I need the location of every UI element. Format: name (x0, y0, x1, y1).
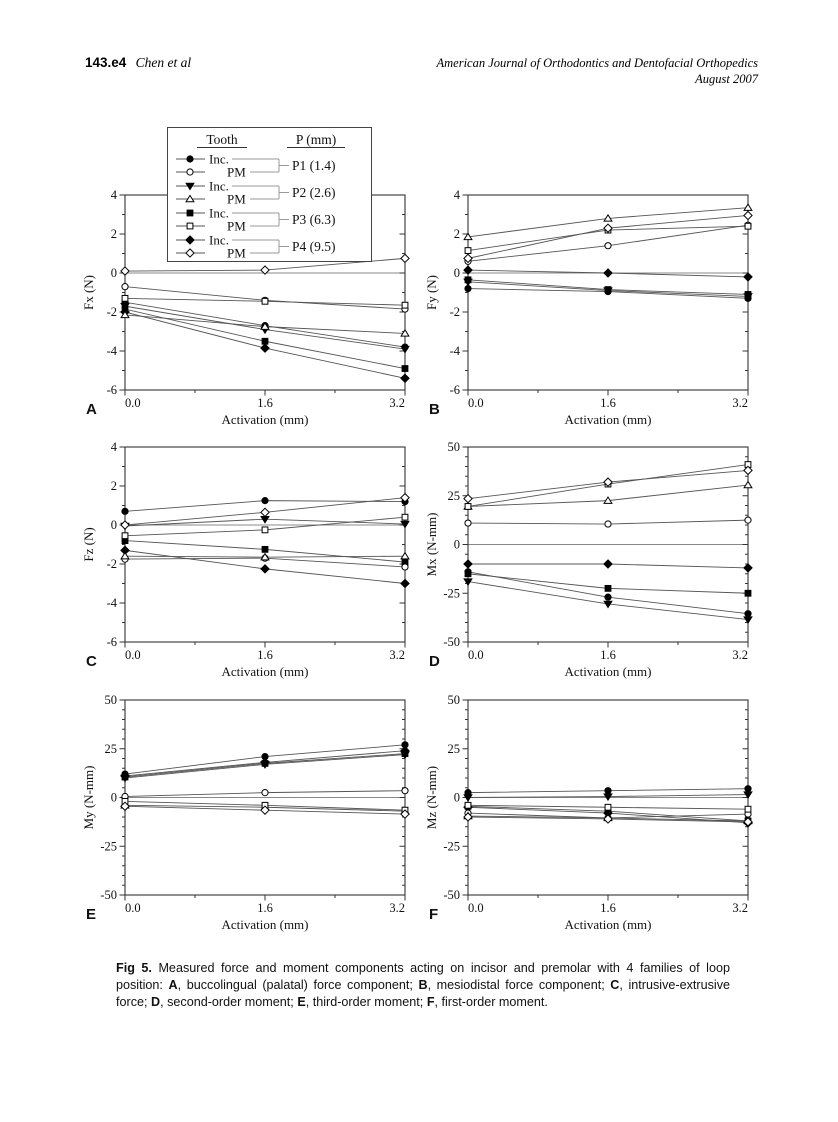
svg-text:25: 25 (447, 488, 460, 503)
svg-text:0.0: 0.0 (125, 396, 141, 410)
svg-text:1.6: 1.6 (257, 396, 273, 410)
caption-text-segment: , mesiodistal force component; (427, 977, 611, 992)
svg-text:0: 0 (453, 266, 460, 280)
svg-text:Activation (mm): Activation (mm) (221, 412, 309, 427)
svg-text:3.2: 3.2 (389, 396, 405, 410)
svg-text:C: C (86, 653, 97, 670)
svg-text:3.2: 3.2 (732, 901, 748, 915)
svg-text:-4: -4 (449, 344, 460, 358)
svg-text:Fy (N): Fy (N) (424, 274, 439, 311)
svg-text:PM: PM (227, 191, 246, 207)
svg-text:Activation (mm): Activation (mm) (221, 917, 309, 932)
svg-text:Fx (N): Fx (N) (81, 274, 96, 311)
svg-text:0: 0 (110, 790, 117, 805)
svg-text:F: F (429, 906, 439, 923)
series-incisor-p4 (464, 560, 752, 572)
svg-text:P (mm): P (mm) (295, 132, 337, 147)
chart-svg-b (421, 185, 766, 440)
page-authors: Chen et al (135, 55, 192, 70)
figure-caption (116, 960, 730, 1011)
svg-text:4: 4 (110, 440, 117, 454)
svg-text:0: 0 (110, 518, 117, 532)
svg-text:PM: PM (227, 245, 246, 260)
svg-text:A: A (86, 401, 97, 418)
svg-text:E: E (86, 906, 97, 923)
svg-text:3.2: 3.2 (389, 648, 405, 662)
svg-text:2: 2 (110, 227, 117, 241)
svg-text:0.0: 0.0 (125, 648, 141, 662)
svg-text:0: 0 (110, 266, 117, 280)
issue-date: August 2007 (695, 72, 758, 86)
svg-text:Mx (N-mm): Mx (N-mm) (424, 512, 439, 577)
svg-text:4: 4 (453, 188, 460, 202)
svg-text:3.2: 3.2 (389, 901, 405, 915)
svg-text:0.0: 0.0 (468, 396, 484, 410)
svg-text:50: 50 (447, 440, 460, 454)
chart-panel-c (78, 437, 423, 692)
svg-text:-25: -25 (443, 586, 460, 601)
svg-text:-25: -25 (443, 839, 460, 854)
svg-text:1.6: 1.6 (600, 396, 616, 410)
series-premolar-p1 (122, 284, 408, 313)
svg-text:1.6: 1.6 (257, 648, 273, 662)
chart-panel-d (421, 437, 766, 692)
caption-bold-segment: B (418, 977, 428, 992)
chart-panel-f (421, 690, 766, 945)
legend-group-p1 (176, 152, 336, 180)
svg-text:1.6: 1.6 (600, 901, 616, 915)
legend-group-p3 (176, 206, 336, 234)
svg-text:3.2: 3.2 (732, 396, 748, 410)
svg-text:-2: -2 (106, 557, 117, 571)
caption-bold-segment: F (426, 994, 435, 1009)
svg-text:2: 2 (453, 227, 460, 241)
svg-text:-2: -2 (106, 305, 117, 319)
series-incisor-p3 (465, 571, 751, 596)
svg-text:Mz (N-mm): Mz (N-mm) (424, 765, 439, 830)
caption-text-segment: , third-order moment; (305, 994, 427, 1009)
svg-text:-6: -6 (106, 383, 117, 397)
svg-text:Activation (mm): Activation (mm) (221, 664, 309, 679)
caption-bold-segment: D (151, 994, 161, 1009)
svg-text:P1 (1.4): P1 (1.4) (292, 158, 336, 173)
svg-text:-50: -50 (443, 888, 460, 902)
chart-panel-e (78, 690, 423, 945)
caption-text-segment: , buccolingual (palatal) force component; (177, 977, 419, 992)
svg-text:25: 25 (447, 741, 460, 756)
svg-text:-4: -4 (106, 344, 117, 358)
figure-legend (167, 127, 372, 262)
svg-text:0: 0 (453, 537, 460, 552)
caption-bold-segment: C (610, 977, 620, 992)
svg-text:Fz (N): Fz (N) (81, 527, 96, 562)
svg-text:-50: -50 (443, 635, 460, 649)
svg-text:Tooth: Tooth (206, 132, 238, 147)
svg-text:-6: -6 (449, 383, 460, 397)
svg-text:P3 (6.3): P3 (6.3) (292, 212, 336, 227)
svg-text:3.2: 3.2 (732, 648, 748, 662)
legend-group-p2 (176, 179, 336, 207)
svg-text:B: B (429, 401, 440, 418)
chart-svg-e (78, 690, 423, 945)
series-incisor-p1 (465, 569, 751, 617)
svg-text:0.0: 0.0 (468, 648, 484, 662)
page-header-right (437, 55, 759, 87)
svg-text:4: 4 (110, 188, 117, 202)
caption-text-segment: Measured force and moment components acting on incisor and premolar with 4 families of loop position: (116, 960, 730, 992)
series-incisor-p4 (121, 747, 409, 781)
svg-text:Activation (mm): Activation (mm) (564, 917, 652, 932)
svg-text:25: 25 (104, 741, 117, 756)
chart-svg-d (421, 437, 766, 692)
page-number: 143.e4 (85, 55, 127, 70)
chart-svg-c (78, 437, 423, 692)
caption-bold-segment: Fig 5. (116, 960, 152, 975)
svg-text:1.6: 1.6 (257, 901, 273, 915)
caption-text-segment: , second-order moment; (160, 994, 298, 1009)
svg-text:P4 (9.5): P4 (9.5) (292, 239, 336, 254)
series-incisor-p4 (121, 308, 409, 383)
svg-text:1.6: 1.6 (600, 648, 616, 662)
svg-text:0.0: 0.0 (125, 901, 141, 915)
svg-text:Inc.: Inc. (209, 178, 229, 194)
svg-text:PM: PM (227, 164, 246, 180)
journal-title: American Journal of Orthodontics and Dentofacial Orthopedics (436, 56, 758, 70)
caption-text-segment: , intrusive-extrusive force; (116, 977, 730, 1009)
svg-text:Inc.: Inc. (209, 232, 229, 248)
chart-panel-b (421, 185, 766, 440)
svg-text:0.0: 0.0 (468, 901, 484, 915)
caption-text-segment: , first-order moment. (434, 994, 548, 1009)
series-incisor-p3 (122, 306, 408, 371)
svg-text:0: 0 (453, 790, 460, 805)
svg-text:Inc.: Inc. (209, 205, 229, 221)
svg-text:50: 50 (447, 693, 460, 707)
svg-text:D: D (429, 653, 440, 670)
svg-text:PM: PM (227, 218, 246, 234)
caption-bold-segment: A (168, 977, 178, 992)
svg-text:-2: -2 (449, 305, 460, 319)
svg-text:-25: -25 (100, 839, 117, 854)
series-premolar-p1 (465, 517, 751, 527)
chart-svg-f (421, 690, 766, 945)
series-premolar-p2 (464, 204, 752, 240)
svg-text:50: 50 (104, 693, 117, 707)
svg-text:Inc.: Inc. (209, 151, 229, 167)
legend-group-p4 (176, 233, 336, 261)
caption-bold-segment: E (297, 994, 306, 1009)
svg-text:My (N-mm): My (N-mm) (81, 765, 96, 830)
legend-svg (168, 128, 370, 260)
svg-text:Activation (mm): Activation (mm) (564, 664, 652, 679)
svg-text:-50: -50 (100, 888, 117, 902)
svg-text:Activation (mm): Activation (mm) (564, 412, 652, 427)
svg-text:-4: -4 (106, 596, 117, 610)
page-header-left (85, 55, 191, 71)
series-incisor-p4 (464, 266, 752, 281)
svg-text:-6: -6 (106, 635, 117, 649)
svg-text:P2 (2.6): P2 (2.6) (292, 185, 336, 200)
svg-text:2: 2 (110, 479, 117, 493)
